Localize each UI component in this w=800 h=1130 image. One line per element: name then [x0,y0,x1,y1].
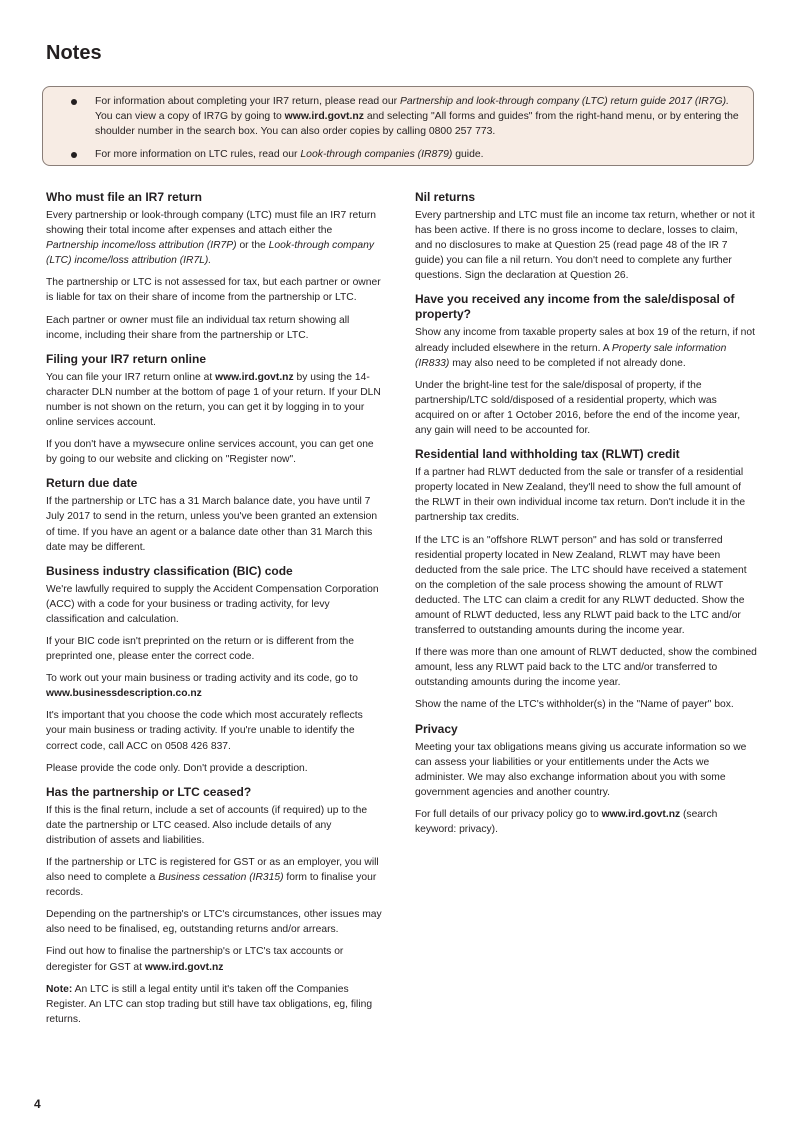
form-title: Partnership income/loss attribution (IR7P) [46,240,237,252]
guide-title: Look-through companies (IR879) [300,148,453,160]
paragraph: Please provide the code only. Don't provide a description. [46,762,308,774]
paragraph: If the LTC is an "offshore RLWT person" and has sold or transferred residential property located in New Zealand, RLWT may have been deducted from the sale price. The LTC should have received a statement on the completion of the sale process showing the amount of RLWT deducted. The LTC can claim a credit for any RLWT deducted. Show the amount of RLWT deducted, less any RLWT paid back to the LTC and/or transferred to outstanding amounts during the income year. [415,534,747,637]
form-title: Property sale information (IR833) [415,342,727,369]
text: may also need to be completed if not already done. [449,357,686,369]
paragraph: If you don't have a mywsecure online services account, you can get one by going to our website and clicking on "Register now". [46,439,374,466]
paragraph [46,370,382,430]
paragraph: Meeting your tax obligations means giving us accurate information so we can assess your liabilities or your entitlements under the Acts we administer. We may also exchange information about you with some government agencies and another country. [415,741,747,798]
info-bullet-list [67,94,739,162]
section-heading: Has the partnership or LTC ceased? [46,784,252,799]
website-link[interactable]: www.ird.govt.nz [215,371,294,383]
section-heading: Privacy [415,721,458,736]
page-number: 4 [34,1097,41,1111]
paragraph [46,855,382,900]
paragraph: If the partnership or LTC has a 31 March balance date, you have until 7 July 2017 to send in the return, unless you've been granted an extension of time. If you have an agent or a balance date other than 31 March this date may be different. [46,496,378,553]
paragraph [46,208,382,268]
page-title: Notes [46,42,102,64]
paragraph [46,944,382,974]
section-heading: Have you received any income from the sale/disposal of property? [415,292,735,322]
paragraph: If there was more than one amount of RLWT deducted, show the combined amount, less any RLWT paid back to the LTC and/or transferred to outstanding amounts during the income year. [415,647,757,689]
text: or the [236,240,269,252]
guide-title: Partnership and look-through company (LTC) return guide 2017 (IR7G). [399,96,729,107]
text: and selecting "All forms and guides" from the right-hand menu, or by entering the shoulder number in the search box. You can also order copies by calling 0800 257 773. [95,111,739,138]
section-heading: Who must file an IR7 return [46,190,203,204]
section-property-sale [415,292,757,438]
paragraph: Each partner or owner must file an individual tax return showing all income, including their share from the partnership or LTC. [46,314,350,341]
section-who-must-file [46,190,382,343]
text: For information about completing your IR7 return, please read our [95,96,400,107]
form-title: Look-through company (LTC) income/loss attribution (IR7L). [46,240,374,267]
text: For full details of our privacy policy go to [415,808,602,820]
info-bullet-ir7-guide [67,94,739,140]
paragraph [46,671,382,701]
text: Show any income from taxable property sales at box 19 of the return, if not already included elsewhere in the return. A [415,327,755,354]
section-privacy [415,722,757,838]
text: Every partnership or look-through company (LTC) must file an IR7 return showing their total income after expenses and attach either the [46,210,377,237]
website-link[interactable]: www.ird.govt.nz [284,111,364,123]
section-rlwt-credit [415,447,757,712]
paragraph: It's important that you choose the code which most accurately reflects your main business or trading activity. If you're unable to identify the correct code, call ACC on 0508 426 837. [46,710,363,752]
text: You can file your IR7 return online at [46,371,216,383]
paragraph: Depending on the partnership's or LTC's circumstances, other issues may also need to be finalised, eg, outstanding returns and/or arrears. [46,909,382,936]
section-heading: Filing your IR7 return online [46,351,207,366]
paragraph: If a partner had RLWT deducted from the sale or transfer of a residential property located in New Zealand, they'll need to show the full amount of the RLWT in their own individual income tax return. Don't include it in the partnership tax credits. [415,467,746,524]
text: form to finalise your records. [46,872,377,899]
text: by using the 14-character DLN number at the bottom of page 1 of your return. If your DLN number is not shown on the return, you can get it by logging in to your online services account. [46,371,381,429]
section-bic-code [46,564,382,776]
paragraph: If your BIC code isn't preprinted on the return or is different from the preprinted one, please enter the correct code. [46,635,354,663]
section-heading: Nil returns [415,190,476,204]
info-callout-box [42,86,754,166]
paragraph: We're lawfully required to supply the Accident Compensation Corporation (ACC) with a code for your business or trading activity, for levy classification and calculation. [46,583,379,625]
text: guide. [452,148,484,160]
paragraph: Under the bright-line test for the sale/disposal of property, if the partnership/LTC sold/disposed of a residential property, which was acquired on or after 1 October 2016, before the end of the income year, any gain will need to be accounted for. [415,379,741,437]
paragraph [415,325,757,370]
website-link[interactable]: www.ird.govt.nz [601,808,681,820]
form-title: Business cessation (IR315) [158,872,284,884]
section-return-due-date [46,476,382,554]
website-link[interactable]: www.businessdescription.co.nz [46,688,202,700]
section-partnership-ceased [46,785,382,1027]
text: Find out how to finalise the partnership's or LTC's tax accounts or deregister for GST at [46,946,344,973]
text: To work out your main business or trading activity and its code, go to [46,673,358,685]
website-link[interactable]: www.ird.govt.nz [144,961,224,973]
note-label: Note: [46,983,73,995]
text: If the partnership or LTC is registered for GST or as an employer, you will also need to complete a [46,857,379,884]
section-nil-returns [415,190,757,283]
left-column [46,190,382,1036]
paragraph: The partnership or LTC is not assessed for tax, but each partner or owner is liable for tax on their share of income from the partnership or LTC. [46,277,381,304]
paragraph: If this is the final return, include a set of accounts (if required) up to the date the partnership or LTC ceased. Also include details of any distribution of assets and liabilities. [46,804,368,846]
paragraph: Show the name of the LTC's withholder(s) in the "Name of payer" box. [415,699,734,711]
right-column [415,190,757,846]
text: (search keyword: privacy). [415,808,718,835]
section-filing-online [46,352,382,468]
paragraph [46,982,382,1027]
text: For more information on LTC rules, read our [95,148,301,160]
paragraph: Every partnership and LTC must file an income tax return, whether or not it has been active. If there is no gross income to declare, losses to claim, and no disclosures to make at Question 25 (read page 48 of the IR 7 guide) you can file a nil return. You don't need to complete any further questions. Sign the declaration at Question 26. [415,210,755,282]
text: You can view a copy of IR7G by going to [95,111,285,123]
paragraph [415,807,757,837]
info-bullet-ltc-rules [67,147,739,162]
text: An LTC is still a legal entity until it's taken off the Companies Register. An LTC can stop trading but still have tax obligations, eg, filing returns. [46,983,373,1025]
section-heading: Residential land withholding tax (RLWT) credit [415,447,680,462]
section-heading: Business industry classification (BIC) code [46,563,293,578]
section-heading: Return due date [46,476,138,491]
